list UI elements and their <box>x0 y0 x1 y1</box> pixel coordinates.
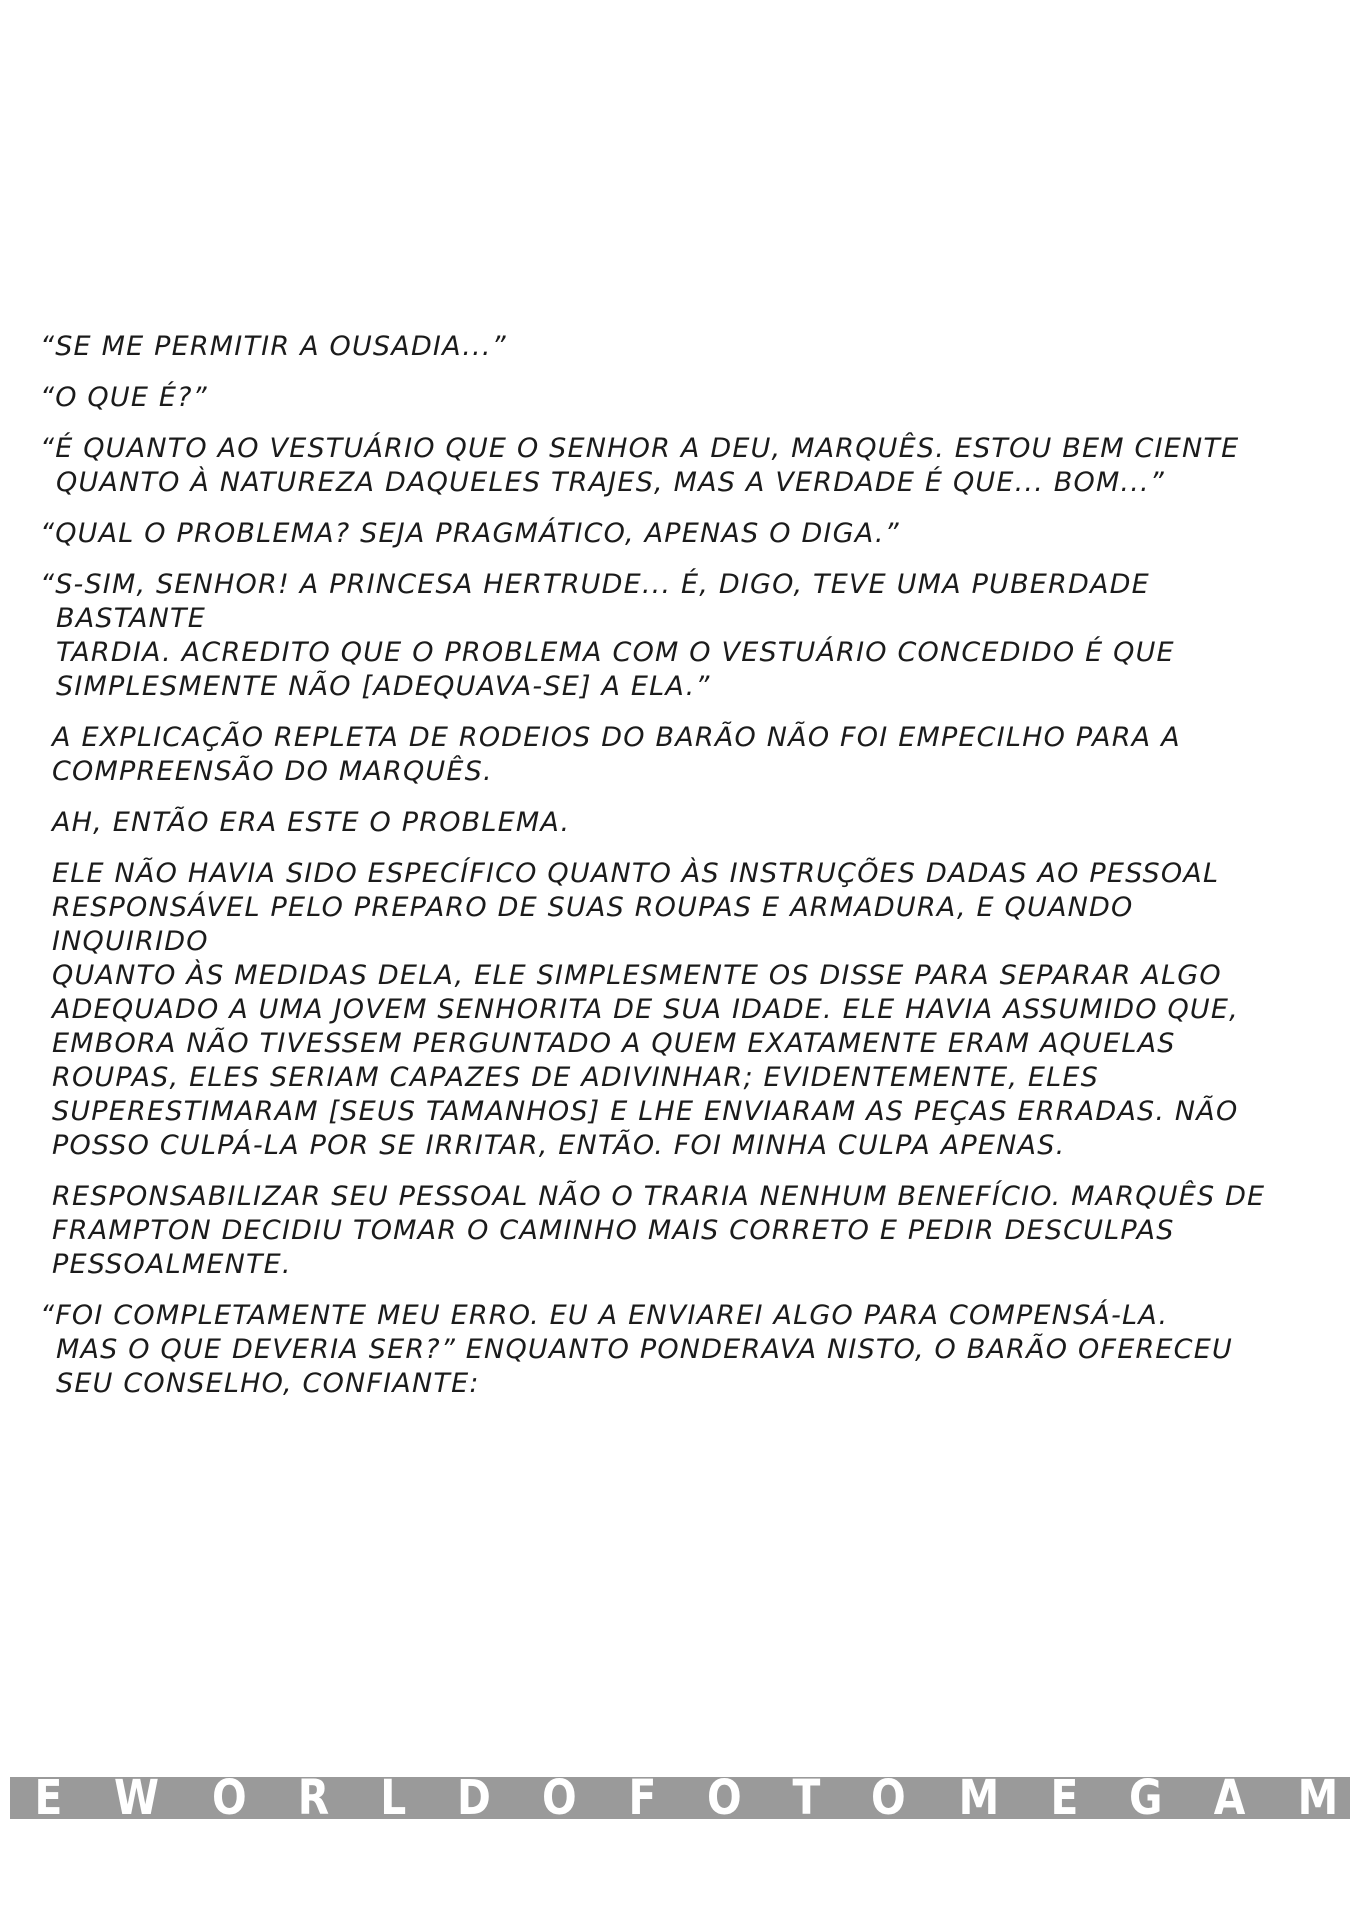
footer-letter: G <box>1129 1777 1163 1819</box>
footer-letter: M <box>1297 1777 1339 1819</box>
footer-letter: M <box>958 1777 999 1819</box>
footer-letter: L <box>379 1777 406 1819</box>
footer-letter: E <box>34 1777 63 1819</box>
paragraph-1: “SE ME PERMITIR A OUSADIA...” <box>40 331 507 362</box>
footer-letter: O <box>542 1777 577 1819</box>
footer-letter: O <box>211 1777 247 1819</box>
footer-letter: O <box>871 1777 907 1819</box>
footer-letter: W <box>114 1777 160 1819</box>
paragraph-10: “FOI COMPLETAMENTE MEU ERRO. EU A ENVIAREI ALGO PARA COMPENSÁ-LA. MAS O QUE DEVERIA SER?” ENQUANTO PONDERAVA NISTO, O BARÃO OFERECEU SEU CONSELHO, CONFIANTE: <box>40 1300 1233 1399</box>
paragraph-6: A EXPLICAÇÃO REPLETA DE RODEIOS DO BARÃO NÃO FOI EMPECILHO PARA A COMPREENSÃO DO MARQUÊS. <box>52 722 1181 787</box>
footer-letter: O <box>706 1777 742 1819</box>
text-body <box>40 330 1280 1418</box>
footer-letter: F <box>627 1777 656 1819</box>
paragraph-3: “É QUANTO AO VESTUÁRIO QUE O SENHOR A DEU, MARQUÊS. ESTOU BEM CIENTE QUANTO À NATUREZA DAQUELES TRAJES, MAS A VERDADE É QUE... BOM...” <box>40 433 1240 498</box>
footer-letter: D <box>456 1777 491 1819</box>
paragraph-4: “QUAL O PROBLEMA? SEJA PRAGMÁTICO, APENAS O DIGA.” <box>40 518 900 549</box>
footer-letter: T <box>792 1777 821 1819</box>
footer-letter: E <box>1050 1777 1079 1819</box>
paragraph-2: “O QUE É?” <box>40 382 208 413</box>
paragraph-9: RESPONSABILIZAR SEU PESSOAL NÃO O TRARIA NENHUM BENEFÍCIO. MARQUÊS DE FRAMPTON DECIDIU TOMAR O CAMINHO MAIS CORRETO E PEDIR DESCULPAS PESSOALMENTE. <box>52 1181 1266 1280</box>
paragraph-5: “S-SIM, SENHOR! A PRINCESA HERTRUDE... É, DIGO, TEVE UMA PUBERDADE BASTANTE TARDIA. ACREDITO QUE O PROBLEMA COM O VESTUÁRIO CONCEDIDO É QUE SIMPLESMENTE NÃO [ADEQUAVA-SE] A ELA.” <box>40 569 1175 702</box>
footer-letter: A <box>1214 1777 1246 1819</box>
footer-title-bar <box>10 1777 1350 1819</box>
footer-letter: R <box>297 1777 330 1819</box>
paragraph-7: AH, ENTÃO ERA ESTE O PROBLEMA. <box>52 807 571 838</box>
paragraph-8: ELE NÃO HAVIA SIDO ESPECÍFICO QUANTO ÀS INSTRUÇÕES DADAS AO PESSOAL RESPONSÁVEL PELO PREPARO DE SUAS ROUPAS E ARMADURA, E QUANDO INQUIRIDO QUANTO ÀS MEDIDAS DELA, ELE SIMPLESMENTE OS DISSE PARA SEPARAR ALGO ADEQUADO A UMA JOVEM SENHORITA DE SUA IDADE. ELE HAVIA ASSUMIDO QUE, EMBORA NÃO TIVESSEM PERGUNTADO A QUEM EXATAMENTE ERAM AQUELAS ROUPAS, ELES SERIAM CAPAZES DE ADIVINHAR; EVIDENTEMENTE, ELES SUPERESTIMARAM [SEUS TAMANHOS] E LHE ENVIARAM AS PEÇAS ERRADAS. NÃO POSSO CULPÁ-LA POR SE IRRITAR, ENTÃO. FOI MINHA CULPA APENAS. <box>52 858 1239 1161</box>
